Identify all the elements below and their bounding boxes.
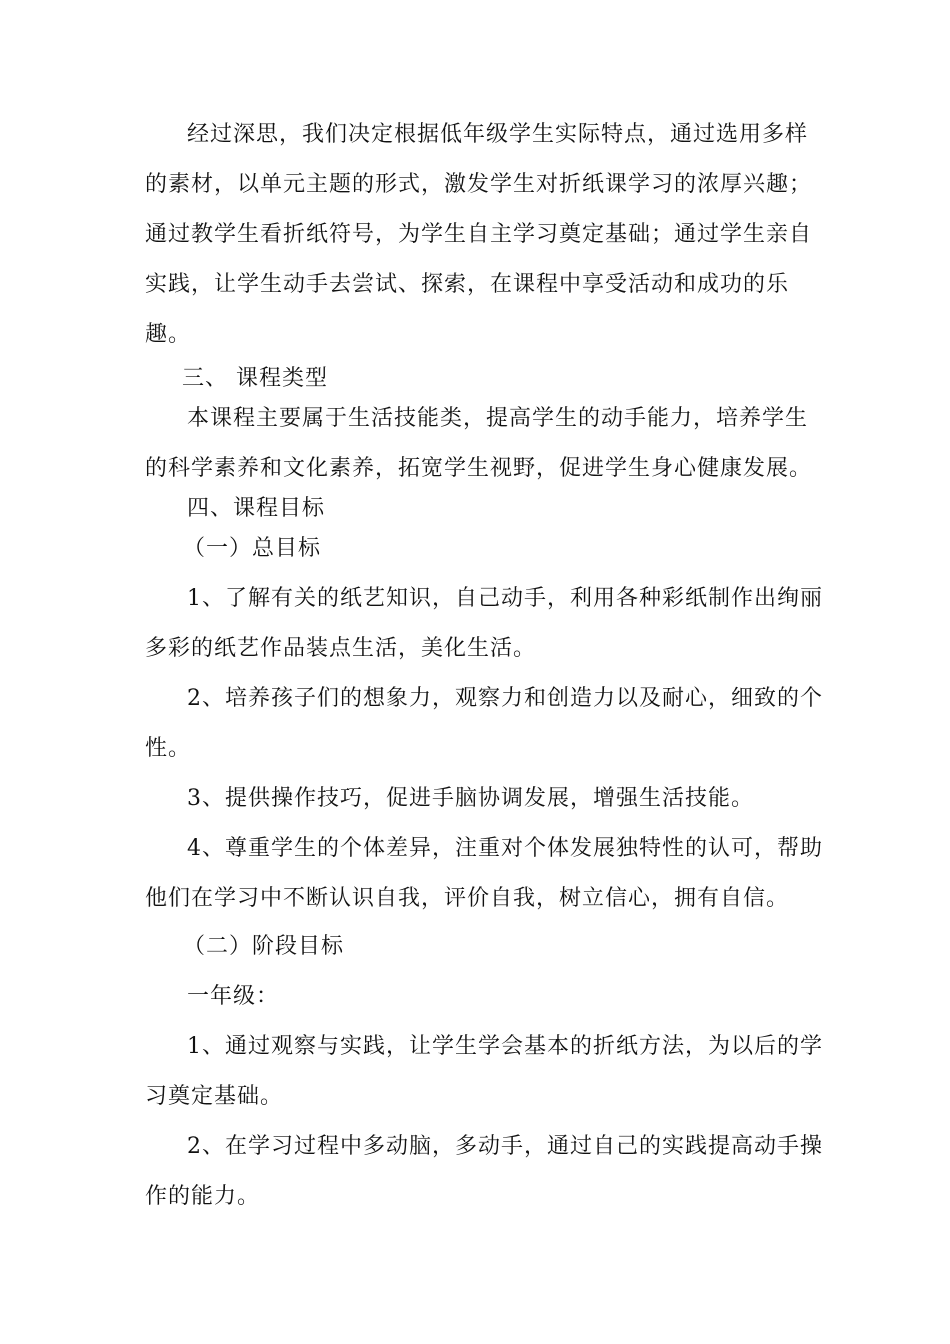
text-line: 本课程主要属于生活技能类，提高学生的动手能力，培养学生	[187, 406, 809, 431]
text-line: 2、培养孩子们的想象力，观察力和创造力以及耐心，细致的个	[187, 686, 823, 711]
subsection-heading: （二）阶段目标	[183, 934, 345, 959]
text-line: 2、在学习过程中多动脑，多动手，通过自己的实践提高动手操	[187, 1134, 823, 1159]
section-heading: 三、 课程类型	[182, 366, 328, 391]
text-line: 一年级：	[187, 984, 280, 1009]
text-line: 作的能力。	[145, 1184, 261, 1209]
text-line: 习奠定基础。	[145, 1084, 284, 1109]
text-line: 多彩的纸艺作品装点生活，美化生活。	[145, 636, 537, 661]
text-line: 实践，让学生动手去尝试、探索，在课程中享受活动和成功的乐	[145, 272, 790, 297]
text-line: 通过教学生看折纸符号，为学生自主学习奠定基础；通过学生亲自	[145, 222, 813, 247]
text-line: 3、提供操作技巧，促进手脑协调发展，增强生活技能。	[187, 786, 754, 811]
text-line: 1、了解有关的纸艺知识，自己动手，利用各种彩纸制作出绚丽	[187, 586, 823, 611]
text-line: 1、通过观察与实践，让学生学会基本的折纸方法，为以后的学	[187, 1034, 823, 1059]
text-line: 趣。	[145, 322, 192, 347]
text-line: 他们在学习中不断认识自我，评价自我，树立信心，拥有自信。	[145, 886, 790, 911]
text-line: 经过深思，我们决定根据低年级学生实际特点，通过选用多样	[187, 122, 809, 147]
subsection-heading: （一）总目标	[183, 536, 322, 561]
text-line: 性。	[145, 736, 192, 761]
section-heading: 四、课程目标	[187, 496, 326, 521]
text-line: 的科学素养和文化素养，拓宽学生视野，促进学生身心健康发展。	[145, 456, 813, 481]
text-line: 4、尊重学生的个体差异，注重对个体发展独特性的认可，帮助	[187, 836, 823, 861]
text-line: 的素材，以单元主题的形式，激发学生对折纸课学习的浓厚兴趣；	[145, 172, 813, 197]
